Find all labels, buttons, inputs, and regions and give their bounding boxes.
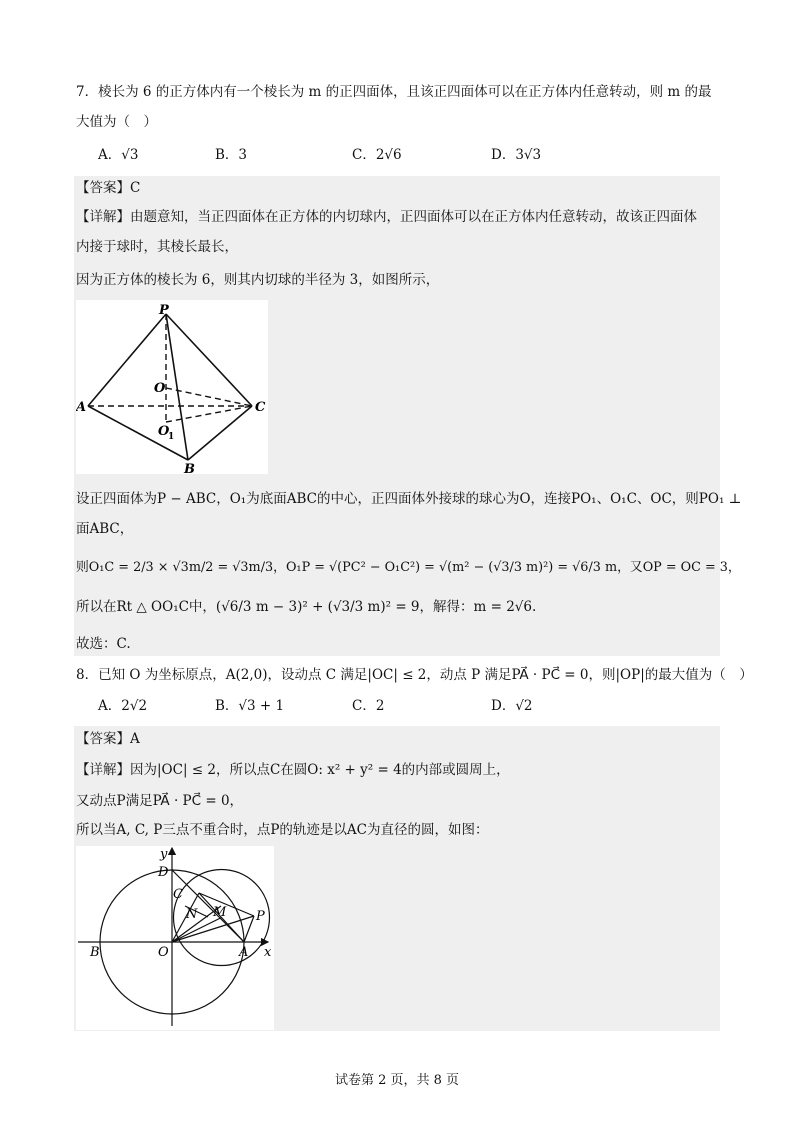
q8-answer: 【答案】A	[76, 731, 140, 747]
label-o: O	[154, 381, 166, 396]
tetrahedron-figure	[76, 300, 268, 474]
label-c: C	[173, 887, 183, 902]
label-p: P	[256, 909, 265, 924]
label-o1: O	[158, 424, 170, 439]
q7-detail-line3: 因为正方体的棱长为 6，则其内切球的半径为 3，如图所示，	[76, 272, 440, 288]
q7-setup-line1: 设正四面体为P − ABC，O₁为底面ABC的中心，正四面体外接球的球心为O，连接PO₁、O₁C、OC，则PO₁ ⊥	[76, 491, 742, 507]
label-y: y	[160, 847, 168, 862]
q7-rt-line: 所以在Rt △ OO₁C中，(√6/3 m − 3)² + (√3/3 m)² = 9，解得：m = 2√6.	[76, 599, 537, 615]
label-b: B	[90, 945, 100, 960]
label-b: B	[184, 462, 195, 474]
edge-bc	[188, 406, 252, 460]
q7-stem-line1: 7．棱长为 6 的正方体内有一个棱长为 m 的正四面体，且该正四面体可以在正方体内任意转动，则 m 的最	[76, 84, 712, 100]
label-m: M	[213, 905, 227, 920]
label-p: P	[159, 303, 169, 318]
q7-option-b: B．3	[215, 147, 248, 163]
label-d: D	[158, 865, 169, 880]
circle-figure	[76, 846, 274, 1030]
q7-detail-line1: 【详解】由题意知，当正四面体在正方体的内切球内，正四面体可以在正方体内任意转动，故该正四面体	[76, 209, 697, 225]
tetrahedron-diagram	[76, 300, 268, 474]
q7-formula-line: 则O₁C = 2/3 × √3m/2 = √3m/3，O₁P = √(PC² − O₁C²) = √(m² − (√3/3 m)²) = √6/3 m，又OP = OC = 3，	[76, 560, 741, 575]
circle-diagram	[76, 846, 274, 1030]
label-n: N	[186, 907, 198, 922]
label-x: x	[264, 945, 272, 960]
q8-detail-line1: 【详解】因为|OC| ≤ 2，所以点C在圆O: x² + y² = 4的内部或圆周上，	[76, 762, 510, 778]
q7-option-c: C．2√6	[352, 147, 402, 163]
q7-option-d: D．3√3	[491, 147, 542, 163]
q8-option-d: D．√2	[491, 698, 533, 714]
page-footer: 试卷第 2 页，共 8 页	[334, 1073, 460, 1088]
q8-stem: 8．已知 O 为坐标原点，A(2,0)，设动点 C 满足|OC| ≤ 2，动点 P 满足PA⃗ · PC⃗ = 0，则|OP|的最大值为（ ）	[76, 667, 753, 683]
label-a: A	[239, 945, 249, 960]
label-c: C	[255, 400, 266, 415]
q7-setup-line2: 面ABC，	[76, 521, 134, 537]
q8-detail-line2: 又动点P满足PA⃗ · PC⃗ = 0，	[76, 793, 244, 809]
edge-pc	[166, 314, 252, 406]
q7-choose: 故选：C.	[76, 636, 131, 652]
segment-o1c	[166, 406, 252, 422]
label-o: O	[158, 945, 169, 960]
q7-stem-line2: 大值为（ ）	[76, 114, 157, 130]
q7-answer: 【答案】C	[76, 180, 141, 196]
q7-detail-line2: 内接于球时，其棱长最长，	[76, 239, 238, 255]
q8-detail-line3: 所以当A, C, P三点不重合时，点P的轨迹是以AC为直径的圆，如图：	[76, 822, 489, 838]
q8-option-c: C．2	[352, 698, 385, 714]
q8-option-a: A．2√2	[98, 698, 148, 714]
label-o1-subscript: 1	[168, 432, 175, 442]
q7-option-a: A．√3	[98, 147, 139, 163]
q8-option-b: B．√3 + 1	[215, 698, 285, 714]
segment-pa	[244, 916, 254, 942]
label-a: A	[76, 400, 87, 415]
